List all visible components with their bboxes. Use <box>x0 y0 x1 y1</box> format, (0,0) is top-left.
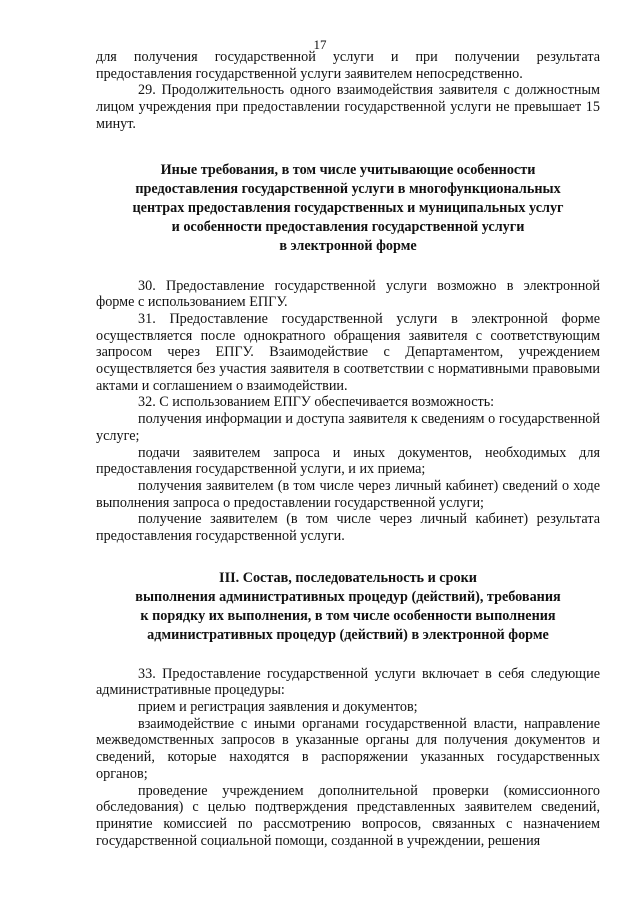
heading-line: III. Состав, последовательность и сроки <box>219 569 477 586</box>
list-item: взаимодействие с иными органами государственной власти, направление межведомственных запросов в указанные органы для получения документов и сведений, которые находятся в распоряжении указанных государственных органов; <box>96 715 600 782</box>
list-item: получения заявителем (в том числе через личный кабинет) сведений о ходе выполнения запроса о предоставлении государственной услуги; <box>96 477 600 511</box>
section-heading-other-requirements <box>96 161 600 257</box>
paragraph-33: 33. Предоставление государственной услуги включает в себя следующие административные процедуры: <box>96 665 600 699</box>
paragraph-29: 29. Продолжительность одного взаимодействия заявителя с должностным лицом учреждения при предоставлении государственной услуги не превышает 15 минут. <box>96 82 600 132</box>
paragraph-32: 32. С использованием ЕПГУ обеспечивается возможность: <box>138 394 495 411</box>
list-item: получения информации и доступа заявителя к сведениям о государственной услуге; <box>96 411 600 444</box>
page-number: 17 <box>313 37 327 52</box>
paragraph-31: 31. Предоставление государственной услуги в электронной форме осуществляется после однократного обращения заявителя с соответствующим запросом через ЕПГУ. Взаимодействие с Департаментом, учреждением осуществляется без участия заявителя в соответствии с нормативными правовыми актами и соглашением о взаимодействии. <box>96 310 600 394</box>
heading-line: центрах предоставления государственных и муниципальных услуг <box>132 199 564 216</box>
heading-line: и особенности предоставления государственной услуги <box>171 219 525 236</box>
heading-line: предоставления государственной услуги в многофункциональных <box>135 180 561 197</box>
heading-line: к порядку их выполнения, в том числе особенности выполнения <box>140 608 556 625</box>
heading-line: Иные требования, в том числе учитывающие особенности <box>160 161 536 178</box>
document-body <box>96 49 600 849</box>
section-heading-iii <box>96 569 600 646</box>
list-item: проведение учреждением дополнительной проверки (комиссионного обследования) с целью подтверждения представленных заявителем сведений, принятие комиссией по рассмотрению вопросов, связанных с назначением государственной социальной помощи, созданной в учреждении, решения <box>96 782 600 849</box>
paragraph: для получения государственной услуги и при получении результата предоставления государственной услуги заявителем непосредственно. <box>96 49 600 82</box>
heading-line: административных процедур (действий) в электронной форме <box>147 627 549 644</box>
heading-line: в электронной форме <box>279 238 417 255</box>
paragraph-30: 30. Предоставление государственной услуги возможно в электронной форме с использованием ЕПГУ. <box>96 277 600 311</box>
list-item: прием и регистрация заявления и документов; <box>138 699 418 715</box>
list-item: получение заявителем (в том числе через личный кабинет) результата предоставления государственной услуги. <box>96 511 600 545</box>
heading-line: выполнения административных процедур (действий), требования <box>135 588 561 605</box>
list-item: подачи заявителем запроса и иных документов, необходимых для предоставления государственной услуги, и их приема; <box>96 444 600 478</box>
